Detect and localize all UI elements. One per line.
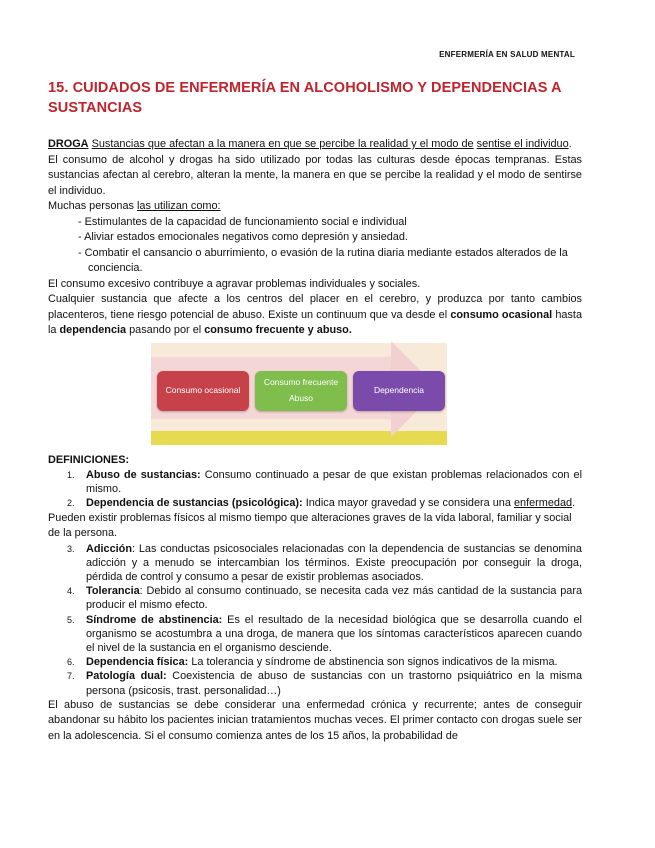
definition-text: Consumo continuado a pesar de que existan problemas relacionados con el mismo. <box>86 469 582 496</box>
definition-item <box>48 584 582 612</box>
definition-term: Adicción <box>86 542 132 555</box>
definition-item <box>48 496 582 510</box>
p4-bold-dependence: dependencia <box>59 324 127 336</box>
p4-bold-frequent: consumo frecuente y abuso. <box>204 324 352 336</box>
step-label: Abuso <box>288 393 314 403</box>
p4-text-e: pasando por el <box>126 324 205 336</box>
list-item: - Aliviar estados emocionales negativos como depresión y ansiedad. <box>66 230 582 246</box>
definition-term: Patología dual: <box>86 670 167 683</box>
definition-text: : Debido al consumo continuado, se necesita cada vez más cantidad de la sustancia para producir el mismo efecto. <box>86 585 582 612</box>
intro-paragraph-1: El consumo de alcohol y drogas ha sido utilizado por todas las culturas desde épocas tempranas. Estas sustancias afectan al cerebro, alteran la mente, la manera en que se percibe la realidad y el modo de sentirse el individuo. <box>48 153 582 197</box>
item-number: 5. <box>67 614 75 625</box>
p4-text-a: Cualquier sustancia que afecte a los centros del placer en el cerebro, y produzca por tanto cambios placenteros, tiene riesgo potencial de abuso. Existe un continuum que va desde el <box>48 293 582 321</box>
definitions-list-a <box>48 468 582 511</box>
step-label: Consumo ocasional <box>165 385 241 395</box>
definition-term: Tolerancia <box>86 585 140 598</box>
definition-item <box>48 613 582 656</box>
definition-term: Dependencia de sustancias (psicológica): <box>86 497 303 510</box>
definition-tail: . <box>572 497 576 510</box>
definition-term: Síndrome de abstinencia: <box>86 613 223 626</box>
droga-definition <box>48 137 582 153</box>
item-number: 3. <box>67 543 75 554</box>
intro-paragraph-2 <box>48 199 582 215</box>
running-head: ENFERMERÍA EN SALUD MENTAL <box>439 50 575 59</box>
item-number: 7. <box>67 671 75 682</box>
definitions-list-b <box>48 542 582 698</box>
p4-bold-occasional: consumo ocasional <box>450 308 553 321</box>
uses-list <box>48 215 582 277</box>
definition-item <box>48 669 582 697</box>
step-frequent-use-abuse <box>255 371 347 411</box>
consumption-continuum-diagram <box>151 343 447 449</box>
definition-item <box>48 468 582 496</box>
closing-paragraph: El abuso de sustancias se debe considerar una enfermedad crónica y recurrente; antes de conseguir abandonar su hábito los pacientes inician tratamientos muchas veces. El primer contacto con drogas suele ser en la adolescencia. Si el consumo comienza antes de los 15 años, la probabilidad de <box>48 698 582 742</box>
item-number: 2. <box>67 498 75 509</box>
item-number: 6. <box>67 657 75 668</box>
definition-term: Dependencia física: <box>86 656 189 669</box>
step-dependence <box>353 371 445 411</box>
step-occasional-use <box>157 371 249 411</box>
definition-text: Indica mayor gravedad y se considera una <box>302 497 514 510</box>
item-number: 1. <box>67 470 75 480</box>
uses-lead-underlined: las utilizan como: <box>137 200 221 212</box>
definition-underlined: enfermedad <box>513 497 573 510</box>
between-paragraph: Pueden existir problemas físicos al mismo tiempo que alteraciones graves de la vida laboral, familiar y social de la persona. <box>48 511 572 540</box>
step-label: Dependencia <box>373 385 425 395</box>
page-title: 15. CUIDADOS DE ENFERMERÍA EN ALCOHOLISMO Y DEPENDENCIAS A SUSTANCIAS <box>48 80 562 116</box>
definition-term: Abuso de sustancias: <box>86 469 201 481</box>
step-label: Consumo frecuente <box>263 377 339 387</box>
definition-text: : Las conductas psicosociales relacionadas con la dependencia de sustancias se denomina adicción y a menudo se intercambian los términos. Existe preocupación por conseguir la droga, pérdida de control y consumo a pesar de existir problemas asociados. <box>86 542 582 584</box>
droga-def-end: . <box>568 138 572 150</box>
document-body <box>48 137 582 744</box>
list-item: - Estimulantes de la capacidad de funcionamiento social e individual <box>66 215 582 231</box>
p4-text-c: hasta la <box>48 308 583 336</box>
definition-item <box>48 542 582 585</box>
intro-paragraph-4 <box>48 292 582 339</box>
uses-lead: Muchas personas <box>48 200 137 212</box>
intro-paragraph-3: El consumo excesivo contribuye a agravar problemas individuales y sociales. <box>48 277 421 290</box>
item-number: 4. <box>67 586 75 597</box>
droga-term: DROGA <box>48 138 89 150</box>
definition-text: Es el resultado de la necesidad biológica que se desarrolla cuando el organismo se acostumbra a una droga, de manera que los síntomas característicos aparecen cuando el nivel de la sustancia en el organismo desciende. <box>86 613 582 655</box>
droga-def-part1: Sustancias que afectan a la manera en que se percibe la realidad y el modo de <box>91 138 474 150</box>
definition-text: Coexistencia de abuso de sustancias con un trastorno psiquiátrico en la misma persona (psicosis, trast. personalidad…) <box>86 670 582 697</box>
droga-def-part2: sentise el individuo <box>476 138 569 150</box>
definition-text: La tolerancia y síndrome de abstinencia son signos indicativos de la misma. <box>188 656 558 669</box>
definitions-heading: DEFINICIONES: <box>48 453 130 466</box>
definition-item <box>48 655 582 669</box>
list-item: - Combatir el cansancio o aburrimiento, o evasión de la rutina diaria mediante estados alterados de la conciencia. <box>66 246 582 277</box>
